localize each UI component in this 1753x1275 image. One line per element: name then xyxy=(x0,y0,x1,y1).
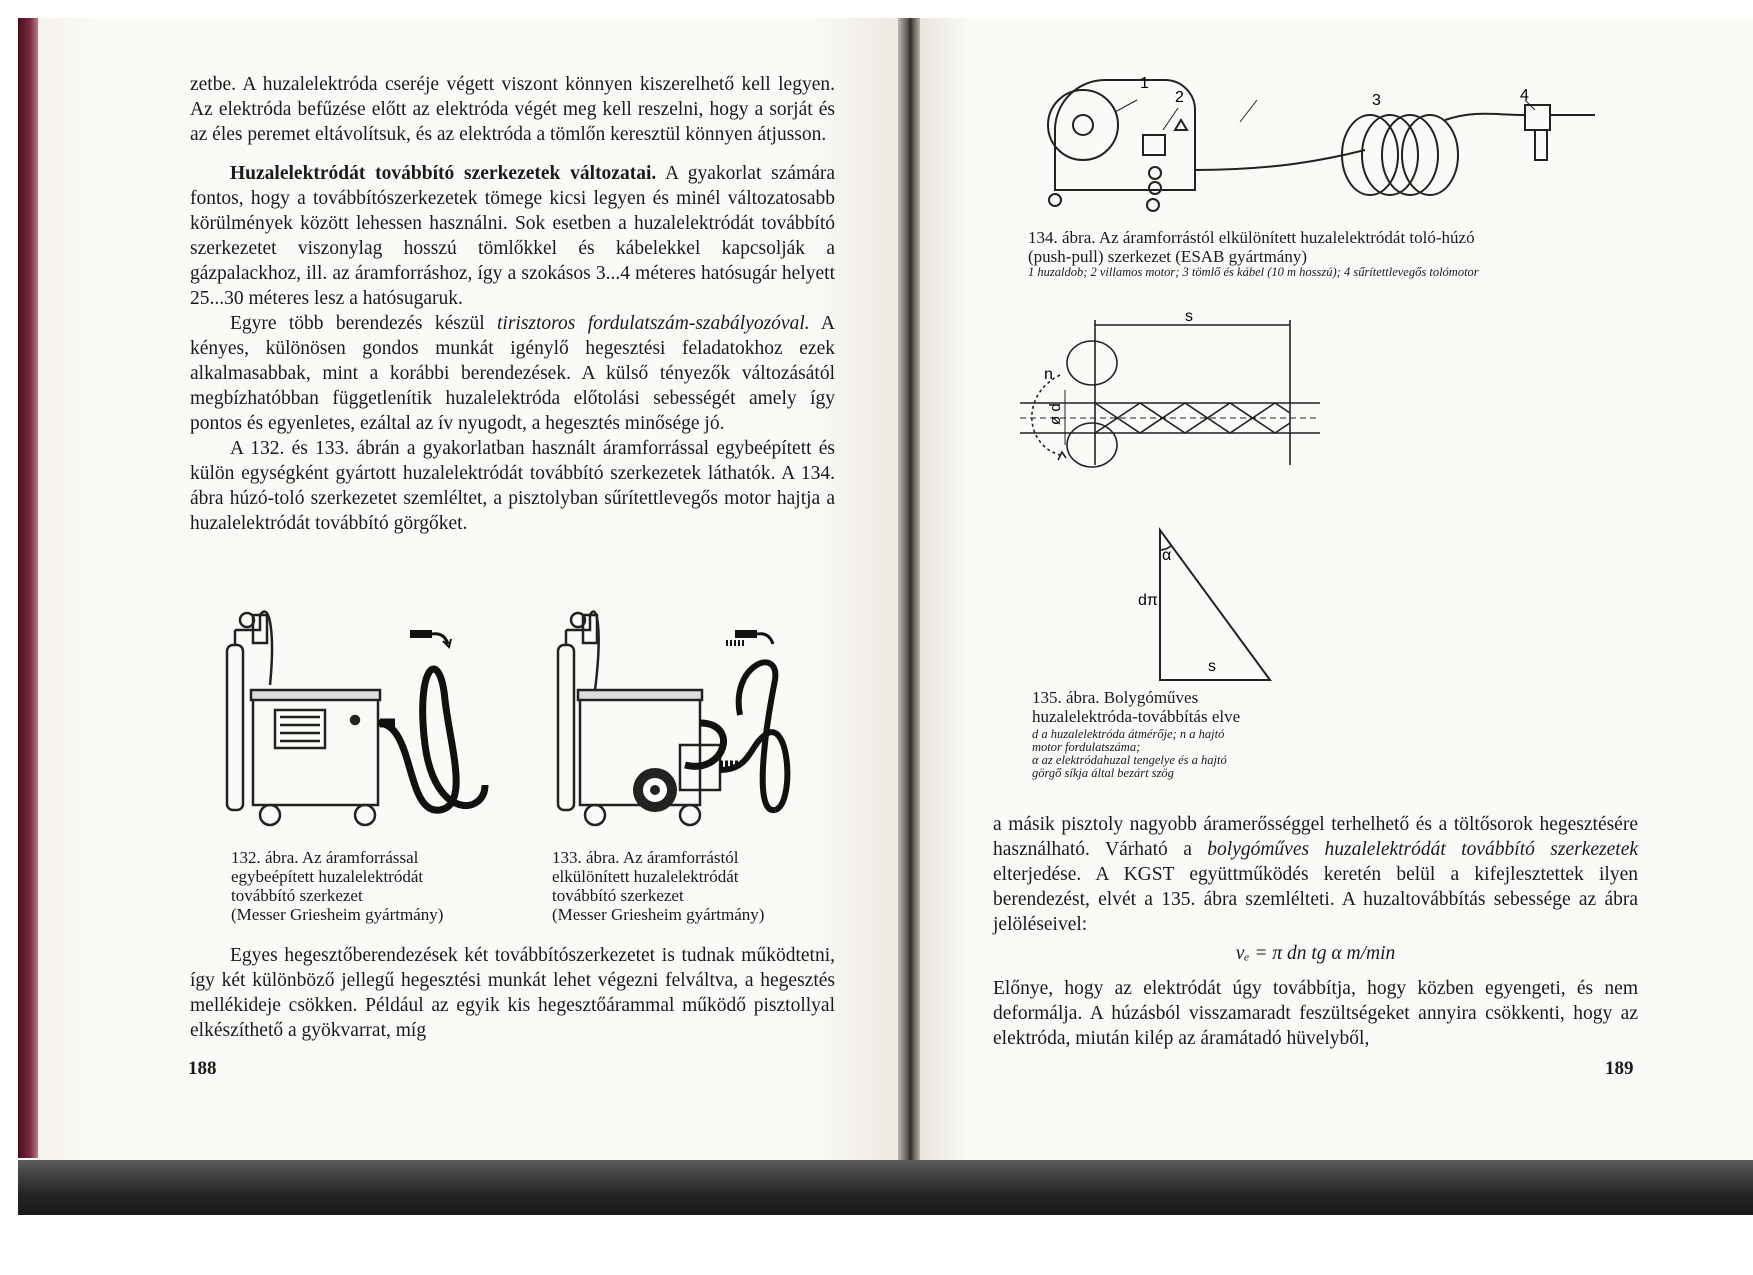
fig133-drawing xyxy=(550,605,830,835)
left-para-1: zetbe. A huzalelektróda cseréje végett viszont könnyen kiszerelhető kell legyen. Az elektróda befűzése előtt az elektróda végét meg kell reszelni, hogy a sorját és az éles peremet eltávolítsuk, és az elektróda a tömlőn keresztül könnyen átjusson. xyxy=(190,74,835,145)
right-para-1: a másik pisztoly nagyobb áramerősséggel terhelhető és a töltősorok hegesztésére használható. Várható a bolygóműves huzalelektródát továbbító szerkezetek elterjedése. A KGST együttműködés keretén belül a kifejlesztettek ilyen berendezést, elvét a 135. ábra szemlélteti. A huzaltovábbítás sebessége az ábra jelöléseivel: xyxy=(993,814,1639,935)
fig134-label-3: 3 xyxy=(1372,92,1381,109)
left-para-2-heading: Huzalelektródát továbbító szerkezetek változatai. xyxy=(230,163,657,184)
fig135-legend: d a huzalelektróda átmérője; n a hajtó motor fordulatszáma; α az elektródahuzal tengelye és a hajtó görgő síkja által bezárt szög xyxy=(1032,727,1227,780)
fig134-caption: 134. ábra. Az áramforrástól elkülönített huzalelektródát toló-húzó (push-pull) szerkezet (ESAB gyártmány) xyxy=(1028,228,1475,266)
scan-bottom-band xyxy=(18,1160,1753,1215)
fig134-label-1: 1 xyxy=(1140,75,1149,92)
fig134-label-4: 4 xyxy=(1520,87,1529,104)
left-text-upper xyxy=(190,72,835,536)
right-page-number: 189 xyxy=(1605,1058,1634,1079)
right-text xyxy=(993,812,1638,1051)
fig134-legend: 1 huzaldob; 2 villamos motor; 3 tömlő és kábel (10 m hosszú); 4 sűrítettlevegős tolómotor xyxy=(1028,265,1479,279)
left-text-lower xyxy=(190,943,835,1043)
left-para-4: A 132. és 133. ábrán a gyakorlatban használt áramforrással egybeépített és külön egységként gyártott huzalelektródát továbbító szerkezetek láthatók. A 134. ábra húzó-toló szerkezetet szemléltet, a pisztolyban sűrítettlevegős motor hajtja a huzalelektródát továbbító görgőket. xyxy=(190,438,835,534)
fig135-label-s-top: s xyxy=(1185,308,1193,325)
fig133-caption: 133. ábra. Az áramforrástól elkülönített huzalelektródát továbbító szerkezet (Messer Griesheim gyártmány) xyxy=(552,848,765,924)
left-page-number: 188 xyxy=(188,1058,217,1079)
left-para-3: Egyre több berendezés készül tirisztoros fordulatszám-szabályozóval. A kényes, különösen gondos munkát igénylő hegesztési feladatokhoz ezek alkalmasabbak, mint a korábbi berendezések. A külső tényezők változásától megbízhatóbban függetlenítik huzalelektróda előtolási sebességét amely így pontos és egyenletes, ezáltal az ív nyugodt, a hegesztés minősége jó. xyxy=(190,313,835,434)
fig132-caption: 132. ábra. Az áramforrással egybeépített huzalelektródát továbbító szerkezet (Messer Griesheim gyártmány) xyxy=(231,848,444,924)
left-para-2 xyxy=(190,161,835,311)
fig135-label-d: ø d xyxy=(1047,403,1064,425)
book-gutter xyxy=(898,18,920,1163)
fig135-caption: 135. ábra. Bolygóműves huzalelektróda-továbbítás elve xyxy=(1032,688,1241,726)
fig135-label-n: n xyxy=(1044,366,1053,383)
fig132-drawing xyxy=(215,605,495,835)
fig134-label-2: 2 xyxy=(1175,89,1184,106)
fig135-label-dpi: dπ xyxy=(1138,592,1158,609)
left-para-5: Egyes hegesztőberendezések két továbbítószerkezetet is tudnak működtetni, így két különböző jellegű hegesztési munkát lehet végezni felváltva, a hegesztés mellékideje csökken. Például az egyik kis hegesztőárammal működő pisztollyal elkészíthető a gyökvarrat, míg xyxy=(190,945,835,1041)
fig135-label-s-bottom: s xyxy=(1208,658,1216,675)
fig134-drawing xyxy=(1025,70,1625,220)
fig135-drawing xyxy=(1020,305,1480,685)
speed-formula: vₑ = π dn tg α m/min xyxy=(1235,943,1396,964)
fig135-label-alpha: α xyxy=(1162,547,1172,564)
right-para-2: Előnye, hogy az elektródát úgy továbbítja, hogy közben egyengeti, és nem deformálja. A húzásból visszamaradt feszültségeket annyira csökkenti, hogy az elektróda, miután kilép az áramátadó hüvelyből, xyxy=(993,978,1638,1049)
book-edge xyxy=(18,18,38,1158)
left-para-2-text: A gyakorlat számára fontos, hogy a továbbítószerkezetek tömege kicsi legyen és minél változatosabb körülmények között lehessen használni. Sok esetben a huzalelektródát továbbító szerkezetet viszonylag hosszú tömlőkkel és kábelekkel kapcsolják a gázpalackhoz, ill. az áramforráshoz, így a szokásos 3...4 méteres hatósugár helyett 25...30 méteres lesz a hatósugaruk. xyxy=(190,163,835,309)
